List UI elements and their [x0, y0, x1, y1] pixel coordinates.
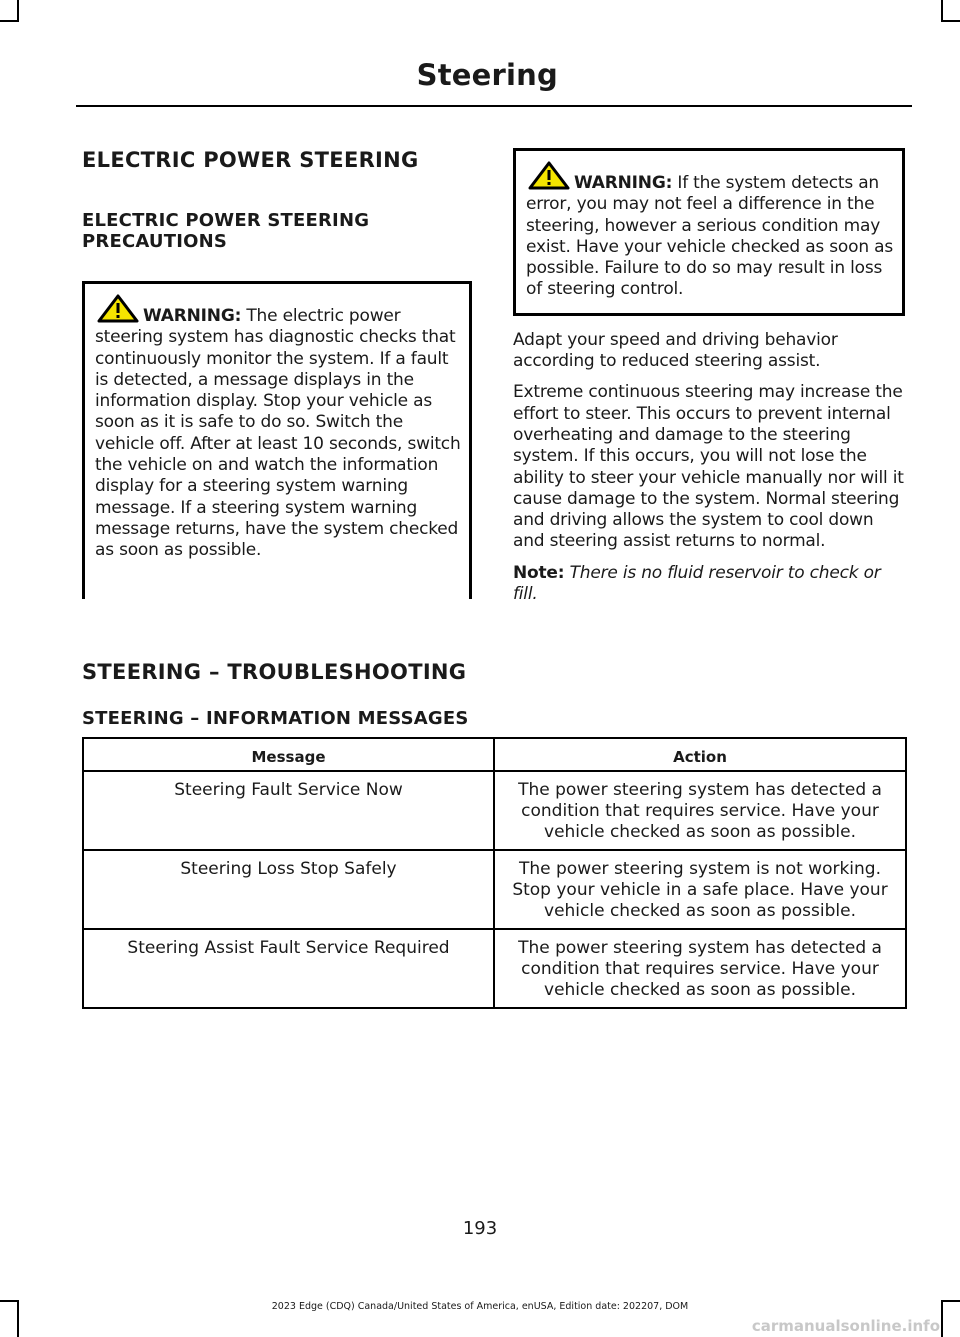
paragraph-extreme-steering: Extreme continuous steering may increase the effort to steer. This occurs to prevent internal overheating and damage to the steering system. If this occurs, you will not lose the ability to steer your vehicle manually nor will it cause damage to the system. Normal steering and driving allows the system to cool down and steering assist returns to normal. [513, 382, 904, 552]
section-title-electric-power-steering: ELECTRIC POWER STEERING [82, 148, 419, 172]
header-divider [76, 105, 912, 107]
paragraph-adapt-speed: Adapt your speed and driving behavior according to reduced steering assist. [513, 329, 838, 372]
column-header-message: Message [83, 738, 494, 771]
table-row [83, 850, 906, 929]
page-header-title: Steering [416, 58, 558, 92]
section-title-troubleshooting: STEERING – TROUBLESHOOTING [82, 660, 467, 684]
action-cell: The power steering system has detected a condition that requires service. Have your vehicle checked as soon as possible. [494, 771, 906, 850]
information-messages-table [82, 737, 907, 1009]
warning-box-diagnostics [82, 281, 472, 599]
warning-box-error [513, 148, 905, 316]
warning-label: WARNING: [574, 173, 673, 193]
warning-triangle-icon [97, 294, 143, 324]
right-column [513, 148, 905, 605]
left-column [82, 148, 472, 599]
warning-label: WARNING: [143, 306, 242, 326]
table-header-row [83, 738, 906, 771]
warning-text: If the system detects an error, you may not feel a difference in the steering, however a serious condition may exist. Have your vehicle checked as soon as possible. Failure to do so may result in loss of steering control. [526, 173, 893, 300]
note-text: There is no fluid reservoir to check or fill. [513, 562, 881, 605]
message-cell: Steering Loss Stop Safely [83, 850, 494, 929]
watermark: carmanualsonline.info [751, 1317, 940, 1335]
troubleshooting-section [82, 660, 905, 729]
column-header-action: Action [494, 738, 906, 771]
table-row [83, 929, 906, 1008]
warning-text: The electric power steering system has diagnostic checks that continuously monitor the system. If a fault is detected, a message displays in the information display. Stop your vehicle as soon as it is safe to do so. Switch the vehicle off. After at least 10 seconds, switch the vehicle on and watch the information display for a steering system warning message. If a steering system warning message returns, have the system checked as soon as possible. [95, 306, 461, 561]
page-number: 193 [462, 1218, 498, 1239]
note-label: Note: [513, 562, 565, 583]
subsection-title-information-messages: STEERING – INFORMATION MESSAGES [82, 708, 469, 729]
crop-mark [941, 0, 943, 20]
crop-mark [941, 20, 960, 22]
footer-edition-info: 2023 Edge (CDQ) Canada/United States of America, enUSA, Edition date: 202207, DOM [271, 1301, 689, 1312]
warning-triangle-icon [528, 161, 574, 191]
action-cell: The power steering system is not working. Stop your vehicle in a safe place. Have your vehicle checked as soon as possible. [494, 850, 906, 929]
note-fluid-reservoir [513, 563, 905, 606]
crop-mark [0, 20, 19, 22]
action-cell: The power steering system has detected a condition that requires service. Have your vehicle checked as soon as possible. [494, 929, 906, 1008]
message-cell: Steering Fault Service Now [83, 771, 494, 850]
table-row [83, 771, 906, 850]
crop-mark [17, 0, 19, 20]
message-cell: Steering Assist Fault Service Required [83, 929, 494, 1008]
subsection-title-precautions: ELECTRIC POWER STEERING PRECAUTIONS [82, 210, 370, 252]
